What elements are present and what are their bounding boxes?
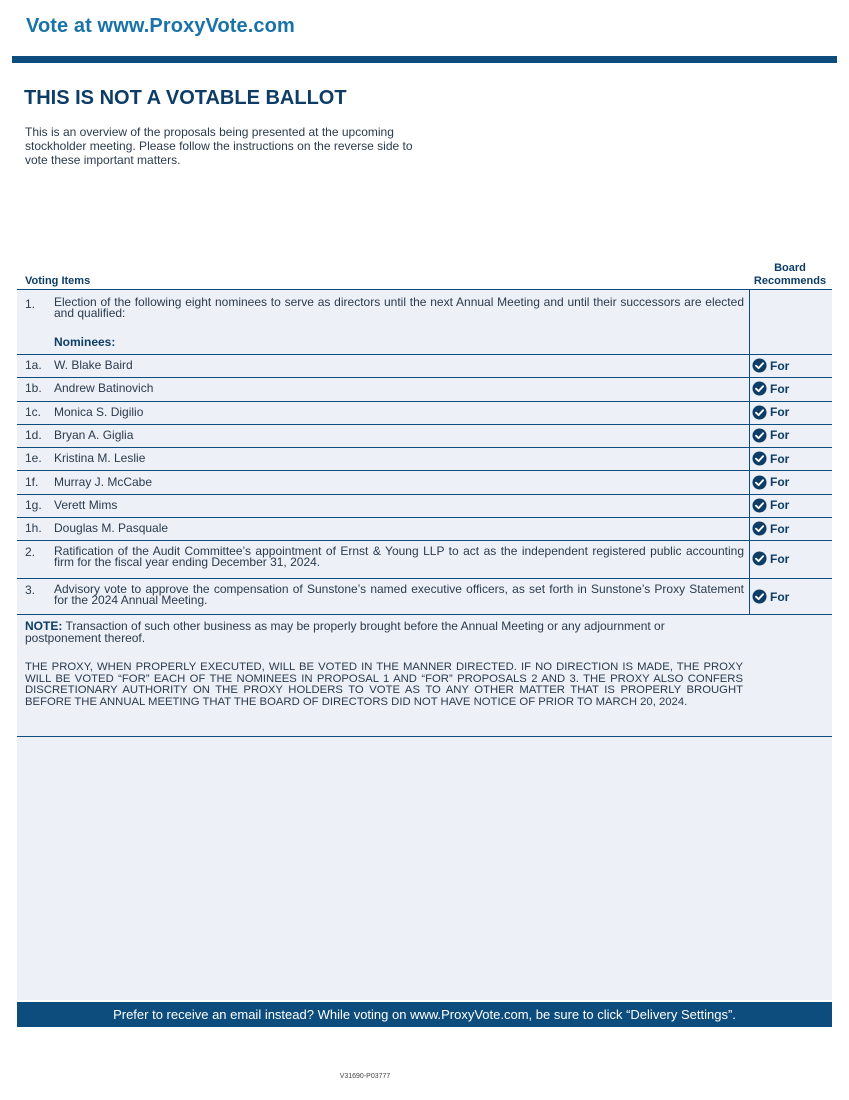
recommends-label: Recommends	[753, 275, 827, 287]
recommendation-label: For	[770, 428, 790, 443]
board-recommendation	[752, 451, 789, 466]
nominee-name: Monica S. Digilio	[54, 404, 144, 419]
board-recommendation	[752, 551, 789, 566]
recommendation-label: For	[770, 381, 790, 396]
check-circle-icon	[752, 405, 767, 420]
proposal-2-row	[17, 540, 832, 579]
nominee-number: 1a.	[25, 358, 42, 372]
nominee-row	[17, 495, 832, 518]
recommendation-label: For	[770, 358, 790, 373]
proposal-1-row	[17, 290, 832, 355]
recommendation-label: For	[770, 551, 790, 566]
check-circle-icon	[752, 381, 767, 396]
page-title: THIS IS NOT A VOTABLE BALLOT	[24, 87, 347, 109]
nominee-number: 1e.	[25, 451, 42, 466]
board-label: Board	[774, 262, 806, 274]
intro-text: This is an overview of the proposals being presented at the upcoming stockholder meeting. Please follow the instructions on the reverse side to vote these important matters.	[25, 125, 413, 167]
recommendation-label: For	[770, 589, 790, 604]
board-recommendation	[752, 498, 789, 513]
nominee-number: 1c.	[25, 404, 42, 419]
proposal-text: Advisory vote to approve the compensation of Sunstone’s named executive officers, as set forth in Sunstone’s Proxy Statement for the 2024 Annual Meeting.	[54, 582, 744, 607]
recommendation-label: For	[770, 405, 790, 420]
nominee-row	[17, 472, 832, 495]
board-recommendation	[752, 475, 789, 490]
nominee-number: 1b.	[25, 381, 42, 396]
check-circle-icon	[752, 475, 767, 490]
nominee-row	[17, 448, 832, 471]
recommendation-label: For	[770, 451, 790, 466]
nominee-name: Murray J. McCabe	[54, 474, 153, 489]
vote-url-link[interactable]: Vote at www.ProxyVote.com	[26, 15, 295, 37]
note-label: NOTE:	[25, 619, 63, 633]
proxy-disclaimer: THE PROXY, WHEN PROPERLY EXECUTED, WILL BE VOTED IN THE MANNER DIRECTED. IF NO DIRECTION IS MADE, THE PROXY WILL BE VOTED “FOR” EACH OF THE NOMINEES IN PROPOSAL 1 AND “FOR” PROPOSALS 2 AND 3. THE PROXY ALSO CONFERS DISCRETIONARY AUTHORITY ON THE PROXY HOLDERS TO VOTE AS TO ANY OTHER MATTER THAT IS PROPERLY BROUGHT BEFORE THE ANNUAL MEETING THAT THE BOARD OF DIRECTORS DID NOT HAVE NOTICE OF PRIOR TO MARCH 20, 2024.	[25, 661, 743, 708]
nominee-row	[17, 402, 832, 425]
recommendation-label: For	[770, 475, 790, 489]
nominee-number: 1d.	[25, 427, 42, 442]
check-circle-icon	[752, 521, 767, 536]
nominee-name: Bryan A. Giglia	[54, 427, 134, 442]
check-circle-icon	[752, 428, 767, 443]
document-code: V31690-P03777	[339, 1073, 391, 1080]
proposal-number: 1.	[25, 297, 36, 311]
note-text	[25, 620, 743, 644]
email-delivery-banner: Prefer to receive an email instead? While voting on www.ProxyVote.com, be sure to click “Delivery Settings”.	[17, 1002, 832, 1027]
nominee-row	[17, 378, 832, 401]
nominee-row	[17, 518, 832, 541]
nominee-name: Verett Mims	[54, 497, 118, 512]
voting-items-header: Voting Items	[25, 275, 91, 287]
nominee-number: 1f.	[25, 474, 39, 489]
note-divider	[17, 736, 832, 737]
nominees-label: Nominees:	[54, 335, 116, 349]
proposal-3-row	[17, 579, 832, 615]
recommendation-label: For	[770, 498, 790, 513]
nominee-number: 1g.	[25, 497, 42, 512]
proposal-text: Ratification of the Audit Committee’s appointment of Ernst & Young LLP to act as the independent registered public accounting firm for the fiscal year ending December 31, 2024.	[54, 544, 744, 569]
note-body: Transaction of such other business as may be properly brought before the Annual Meeting or any adjournment or postponement thereof.	[25, 619, 665, 645]
board-recommendation	[752, 358, 789, 373]
nominee-name: W. Blake Baird	[54, 358, 133, 372]
nominee-name: Douglas M. Pasquale	[54, 521, 169, 536]
nominee-name: Andrew Batinovich	[54, 381, 154, 396]
proposal-number: 2.	[25, 545, 36, 559]
board-recommendation	[752, 428, 789, 443]
check-circle-icon	[752, 551, 767, 566]
board-recommends-header	[749, 262, 831, 288]
board-recommendation	[752, 589, 789, 604]
proposal-number: 3.	[25, 583, 36, 597]
nominee-row	[17, 425, 832, 448]
nominee-name: Kristina M. Leslie	[54, 451, 146, 466]
board-recommendation	[752, 381, 789, 396]
board-recommendation	[752, 521, 789, 536]
check-circle-icon	[752, 358, 767, 373]
check-circle-icon	[752, 498, 767, 513]
recommendation-label: For	[770, 521, 790, 536]
check-circle-icon	[752, 451, 767, 466]
nominee-row	[17, 355, 832, 378]
proposal-text: Election of the following eight nominees to serve as directors until the next Annual Meeting and until their successors are elected and qualified:	[54, 295, 744, 320]
nominee-number: 1h.	[25, 521, 42, 536]
recommendation-column-divider	[749, 290, 750, 614]
board-recommendation	[752, 405, 789, 420]
check-circle-icon	[752, 589, 767, 604]
top-divider	[12, 56, 837, 63]
